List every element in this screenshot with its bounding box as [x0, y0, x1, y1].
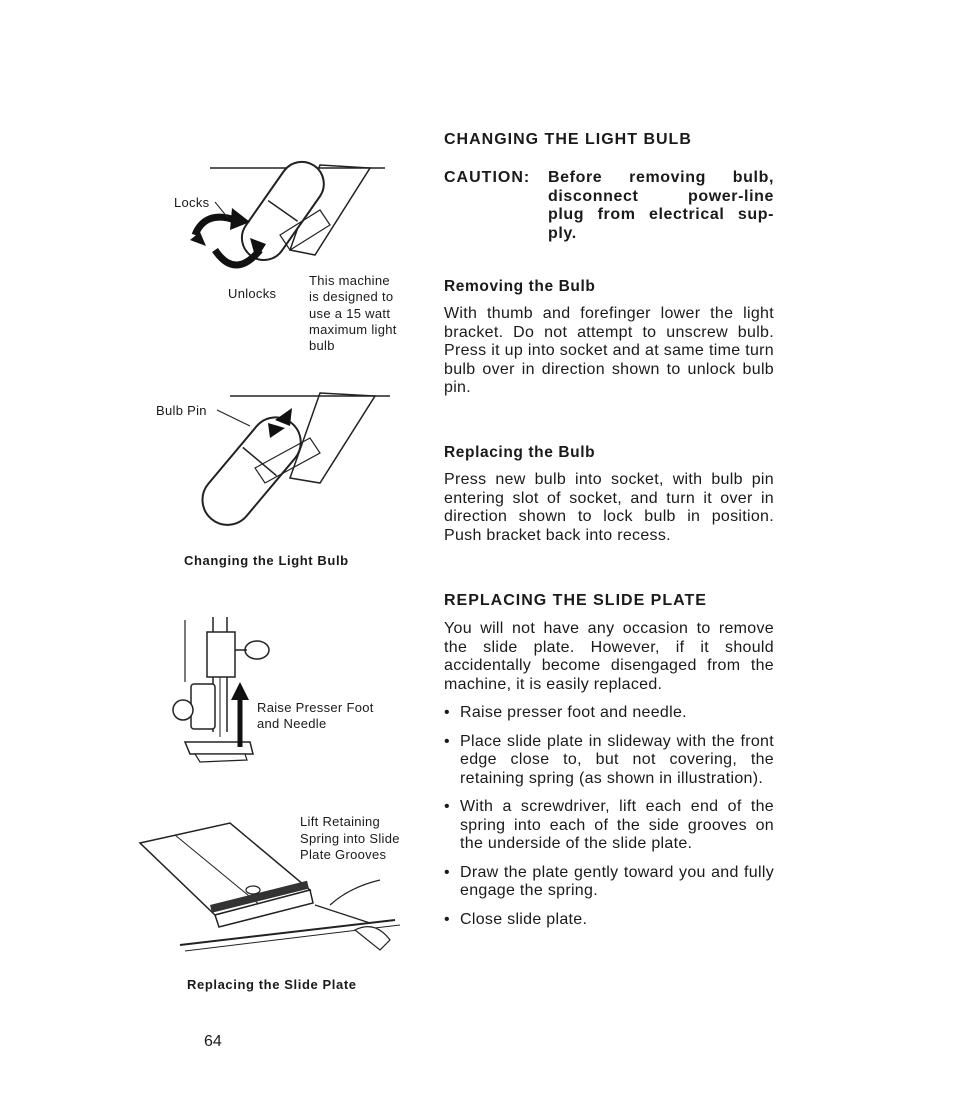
- caution-label: CAUTION:: [444, 169, 531, 186]
- bulb-note-line-4: maximum light: [309, 321, 397, 337]
- bulb-note-line-1: This machine: [309, 273, 390, 288]
- bulb-note-line-2: is designed to: [309, 289, 394, 305]
- heading-changing-light-bulb: CHANGING THE LIGHT BULB: [444, 131, 692, 148]
- caution-line-3: plug from electrical sup-: [548, 206, 774, 223]
- list-item: • With a screwdriver, lift each end of the spring into each of the side grooves on the underside of the slide plate.: [444, 798, 774, 854]
- replacing-bulb-text: Press new bulb into socket, with bulb pin entering slot of socket, and turn it over in direction shown to lock bulb in position. Push bracket back into recess.: [444, 471, 774, 544]
- presser-foot-illustration: [165, 612, 275, 772]
- slide-plate-steps: [444, 704, 774, 939]
- list-item: • Place slide plate in slideway with the front edge close to, but not covering, the retaining spring (as shown in illustration).: [444, 733, 774, 789]
- caption-changing-light-bulb: Changing the Light Bulb: [184, 553, 349, 568]
- list-item: • Raise presser foot and needle.: [444, 704, 774, 723]
- lift-line-3: Plate Grooves: [300, 847, 387, 862]
- removing-bulb-text: With thumb and forefinger lower the light bracket. Do not attempt to unscrew bulb. Press it up into socket and at same time turn bulb over in direction shown to unlock bulb pin.: [444, 305, 774, 396]
- caption-replacing-slide-plate: Replacing the Slide Plate: [187, 977, 357, 992]
- heading-replacing-slide-plate: REPLACING THE SLIDE PLATE: [444, 592, 707, 609]
- list-item: • Draw the plate gently toward you and fully engage the spring.: [444, 864, 774, 901]
- caution-line-2: disconnect power-line: [548, 187, 774, 205]
- caution-line-4: ply.: [548, 224, 577, 242]
- heading-replacing-bulb: Replacing the Bulb: [444, 444, 596, 461]
- bulb-note-line-5: bulb: [309, 338, 335, 354]
- lift-line-2: Spring into Slide: [300, 830, 400, 846]
- bulb-note-line-3: use a 15 watt: [309, 305, 391, 321]
- raise-presser-foot-label: [257, 700, 374, 732]
- list-item: • Close slide plate.: [444, 911, 774, 930]
- label-locks: Locks: [174, 195, 210, 210]
- bulb-wattage-note: [309, 273, 397, 354]
- label-bulb-pin: Bulb Pin: [156, 403, 207, 418]
- label-unlocks: Unlocks: [228, 286, 277, 301]
- bulb-pin-illustration: [170, 378, 395, 533]
- raise-line-2: and Needle: [257, 716, 327, 731]
- heading-removing-bulb: Removing the Bulb: [444, 278, 596, 295]
- raise-line-1: Raise Presser Foot: [257, 700, 374, 715]
- bulb-lock-illustration: [170, 140, 390, 290]
- page-number: 64: [204, 1033, 222, 1050]
- lift-line-1: Lift Retaining: [300, 814, 381, 829]
- lift-retaining-spring-label: [300, 814, 400, 864]
- caution-text: [548, 169, 774, 243]
- slide-plate-intro: You will not have any occasion to remove the slide plate. However, if it should accidentally become disengaged from the machine, it is easily replaced.: [444, 620, 774, 693]
- caution-line-1: Before removing bulb,: [548, 169, 774, 186]
